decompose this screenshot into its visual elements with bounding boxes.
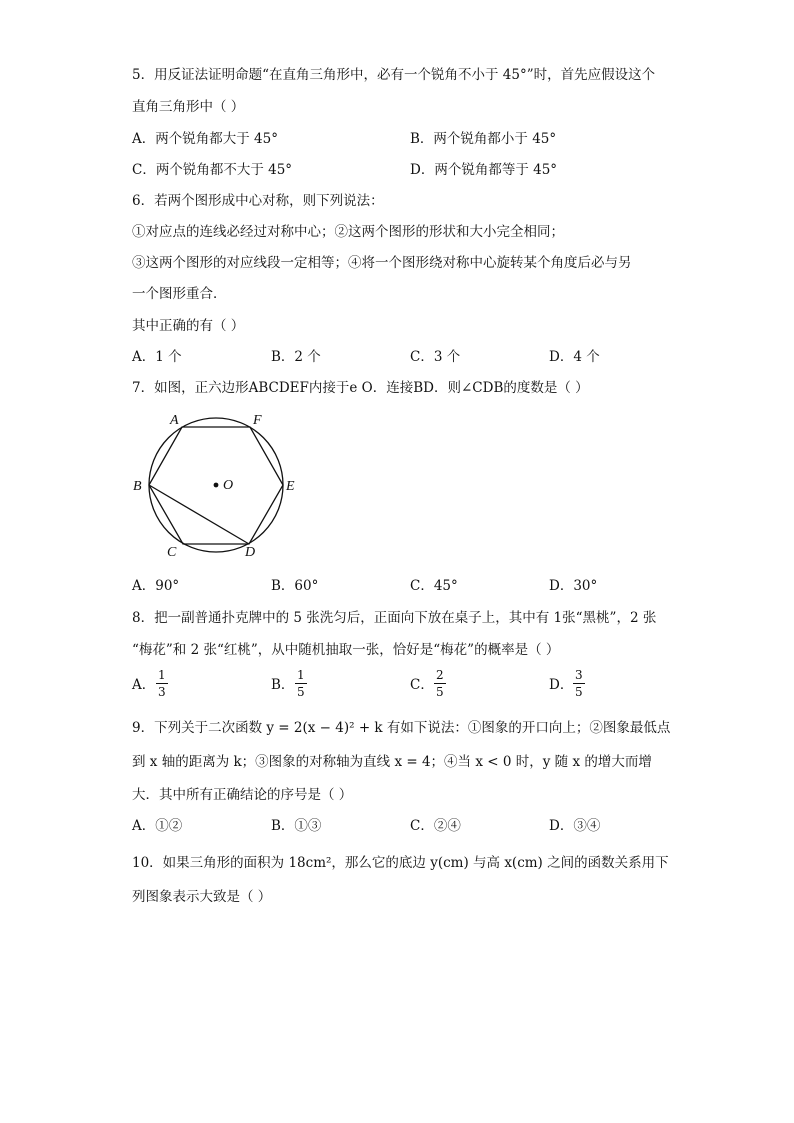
label-e: E <box>286 479 295 494</box>
fraction-denominator: 5 <box>297 685 305 699</box>
q5-option-b[interactable]: B．两个锐角都小于 45° <box>410 131 557 147</box>
q9-option-a[interactable]: A．①② <box>132 818 183 834</box>
hexagon-in-circle-figure <box>128 405 308 565</box>
fraction-numerator: 1 <box>297 668 305 682</box>
q7-stem-line1: 7．如图，正六边形ABCDEF内接于e O．连接BD．则∠CDB的度数是（ ） <box>132 380 589 396</box>
q9-option-b[interactable]: B．①③ <box>271 818 322 834</box>
label-d: D <box>245 545 256 560</box>
q9-option-c[interactable]: C．②④ <box>410 818 461 834</box>
q8-option-a[interactable] <box>132 676 155 694</box>
center-point-o <box>214 483 219 488</box>
fraction-numerator: 3 <box>575 668 583 682</box>
segment-bd <box>149 485 249 544</box>
q8-stem-line1: 8．把一副普通扑克牌中的 5 张洗匀后，正面向下放在桌子上，其中有 1张“黑桃”，2 张 <box>132 610 657 626</box>
q5-stem-line2: 直角三角形中（ ） <box>132 99 245 115</box>
q8-option-c-letter: C． <box>410 677 434 693</box>
q8-option-d-letter: D． <box>549 677 574 693</box>
q7-option-c[interactable]: C．45° <box>410 578 458 594</box>
q6-option-b[interactable]: B．2 个 <box>271 349 321 365</box>
q9-stem-line2: 到 x 轴的距离为 k；③图象的对称轴为直线 x = 4；④当 x < 0 时，y 随 x 的增大而增 <box>132 754 652 770</box>
q7-option-d[interactable]: D．30° <box>549 578 598 594</box>
q5-option-d[interactable]: D．两个锐角都等于 45° <box>410 162 558 178</box>
q6-stem-line5: 其中正确的有（ ） <box>132 318 245 334</box>
fraction-denominator: 5 <box>436 685 444 699</box>
q8-option-d[interactable] <box>549 676 573 694</box>
fraction-numerator: 1 <box>158 668 166 682</box>
q5-stem-line1: 5．用反证法证明命题“在直角三角形中，必有一个锐角不小于 45°”时，首先应假设这个 <box>132 67 656 83</box>
q8-option-b[interactable] <box>271 676 294 694</box>
q6-option-d[interactable]: D．4 个 <box>549 349 600 365</box>
q9-stem-line3: 大．其中所有正确结论的序号是（ ） <box>132 787 353 803</box>
q8-option-a-fraction <box>156 668 168 699</box>
q5-option-c[interactable]: C．两个锐角都不大于 45° <box>132 162 293 178</box>
q5-option-a[interactable]: A．两个锐角都大于 45° <box>132 131 278 147</box>
q6-stem-line4: 一个图形重合． <box>132 286 227 302</box>
q6-option-a[interactable]: A．1 个 <box>132 349 182 365</box>
q10-stem-line1: 10．如果三角形的面积为 18cm²，那么它的底边 y(cm) 与高 x(cm) 之间的函数关系用下 <box>132 855 669 871</box>
q8-option-c[interactable] <box>410 676 434 694</box>
label-o: O <box>223 478 234 493</box>
q8-option-b-letter: B． <box>271 677 295 693</box>
q6-option-c[interactable]: C．3 个 <box>410 349 461 365</box>
label-b: B <box>133 479 142 494</box>
label-c: C <box>167 545 177 560</box>
q7-option-b[interactable]: B．60° <box>271 578 319 594</box>
q8-option-a-letter: A． <box>132 677 156 693</box>
fraction-numerator: 2 <box>436 668 444 682</box>
q9-option-d[interactable]: D．③④ <box>549 818 601 834</box>
fraction-denominator: 3 <box>158 685 166 699</box>
q6-stem-line1: 6．若两个图形成中心对称，则下列说法： <box>132 193 384 209</box>
label-a: A <box>170 413 179 428</box>
q7-option-a[interactable]: A．90° <box>132 578 180 594</box>
q10-stem-line2: 列图象表示大致是（ ） <box>132 889 272 905</box>
q8-option-d-fraction <box>573 668 585 699</box>
label-f: F <box>253 413 262 428</box>
q9-stem-line1: 9．下列关于二次函数 y = 2(x − 4)² + k 有如下说法：①图象的开口向上；②图象最低点 <box>132 720 671 736</box>
q8-option-b-fraction <box>295 668 307 699</box>
q6-stem-line3: ③这两个图形的对应线段一定相等；④将一个图形绕对称中心旋转某个角度后必与另 <box>132 255 632 271</box>
q8-option-c-fraction <box>434 668 446 699</box>
q6-stem-line2: ①对应点的连线必经过对称中心；②这两个图形的形状和大小完全相同； <box>132 224 564 240</box>
q8-stem-line2: “梅花”和 2 张“红桃”，从中随机抽取一张，恰好是“梅花”的概率是（ ） <box>132 642 560 658</box>
fraction-denominator: 5 <box>575 685 583 699</box>
